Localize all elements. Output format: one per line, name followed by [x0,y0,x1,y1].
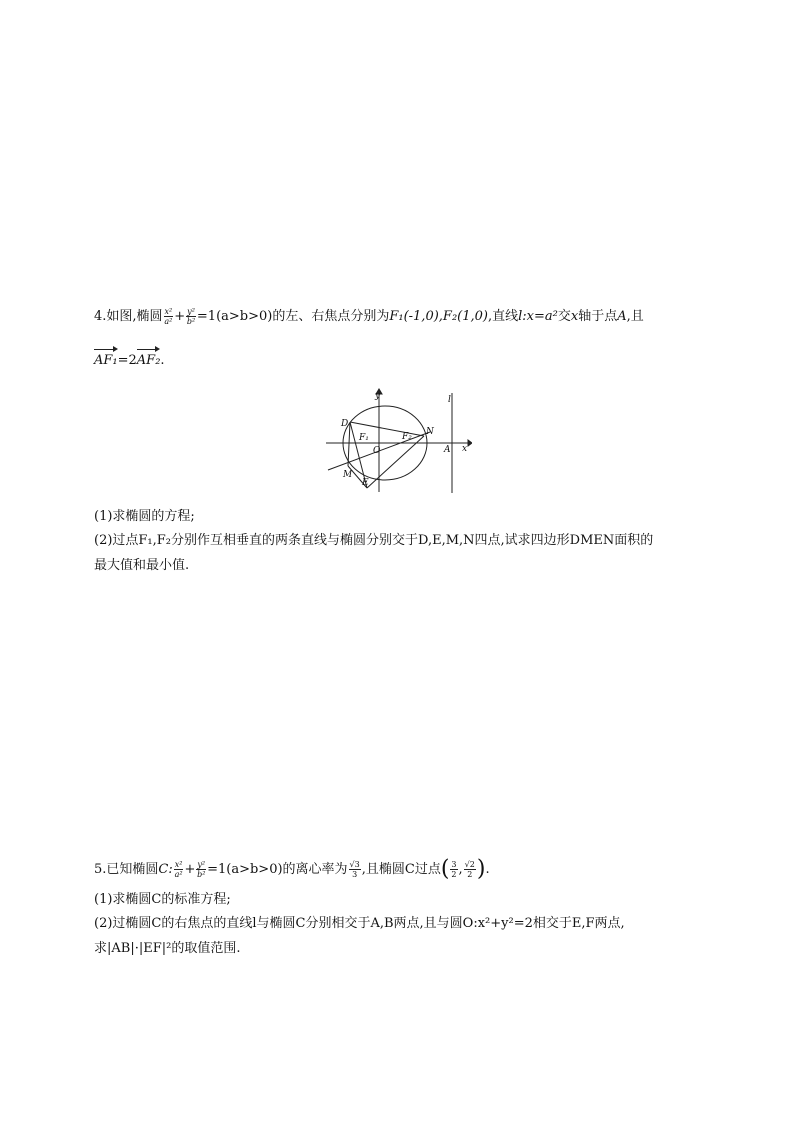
problem-4-question-1: (1)求椭圆的方程; [94,509,195,524]
x-axis-arrow [468,440,472,446]
label-x: x [462,444,468,454]
label-f2: F₂ [402,432,412,442]
label-n: N [426,427,434,437]
eccentricity-fraction: $\frac{√3}{3}$ [349,860,360,879]
label-a: A [444,445,451,455]
problem-5-statement: 5.已知椭圆C: $\frac{\text{x²}}{\text{a²}}$ + $\frac{\text{y²}}{\text{b²}}$ =1(a>b>0)的离心率为 $\frac{√3}{3}$ ,且椭圆C过点( $\frac{3}{2}$ , $\frac{√2}{2}$ ). [94,856,490,882]
fraction-y2-b2: $\frac{\text{y²}}{\text{b²}}$ [186,307,196,326]
label-d: D [341,419,349,429]
problem-4-intro: 如图,椭圆 [106,309,163,324]
label-e: E [362,478,369,488]
vector-af1: AF₁ [94,353,118,368]
point-y-fraction: $\frac{√2}{2}$ [464,860,475,879]
problem-4-statement-line-1: 4.如图,椭圆 $\frac{\text{x²}}{\text{a²}}$ + $\frac{\text{y²}}{\text{b²}}$ =1(a>b>0)的左、右焦点分别为F₁(-1,0),F₂(1,0),直线l:x=a²交x轴于点A,且 [94,307,644,326]
vector-af2: AF₂ [136,353,161,368]
ellipse-figure [322,388,472,496]
segment-en [367,436,424,488]
fraction-y2-b2: $\frac{\text{y²}}{\text{b²}}$ [197,860,206,879]
problem-4-statement-line-2: AF₁=2AF₂. [94,353,165,368]
label-y: y [375,391,381,401]
problem-4-question-2-line-2: 最大值和最小值. [94,558,190,573]
line-l-equation: l:x=a² [518,309,558,324]
problem-5-question-2-line-1: (2)过椭圆C的右焦点的直线l与椭圆C分别相交于A,B两点,且与圆O:x²+y²=2相交于E,F两点, [94,916,625,931]
problem-5-question-2-line-2: 求|AB|·|EF|²的取值范围. [94,941,241,956]
segment-dm [348,422,350,466]
fraction-x2-a2: $\frac{\text{x²}}{\text{a²}}$ [174,860,183,879]
problem-5-question-1: (1)求椭圆C的标准方程; [94,892,231,907]
label-o: O [373,446,381,456]
problem-4-question-2-line-1: (2)过点F₁,F₂分别作互相垂直的两条直线与椭圆分别交于D,E,M,N四点,试求四边形DMEN面积的 [94,533,654,548]
foci-coordinates: F₁(-1,0),F₂(1,0) [389,309,488,324]
problem-4-number: 4. [94,309,107,324]
point-x-fraction: $\frac{3}{2}$ [451,860,457,879]
label-m: M [343,470,353,480]
fraction-x2-a2: $\frac{\text{x²}}{\text{a²}}$ [164,307,173,326]
problem-5-number: 5. [94,862,107,877]
label-f1: F₁ [359,433,369,443]
label-l: l [448,395,451,405]
